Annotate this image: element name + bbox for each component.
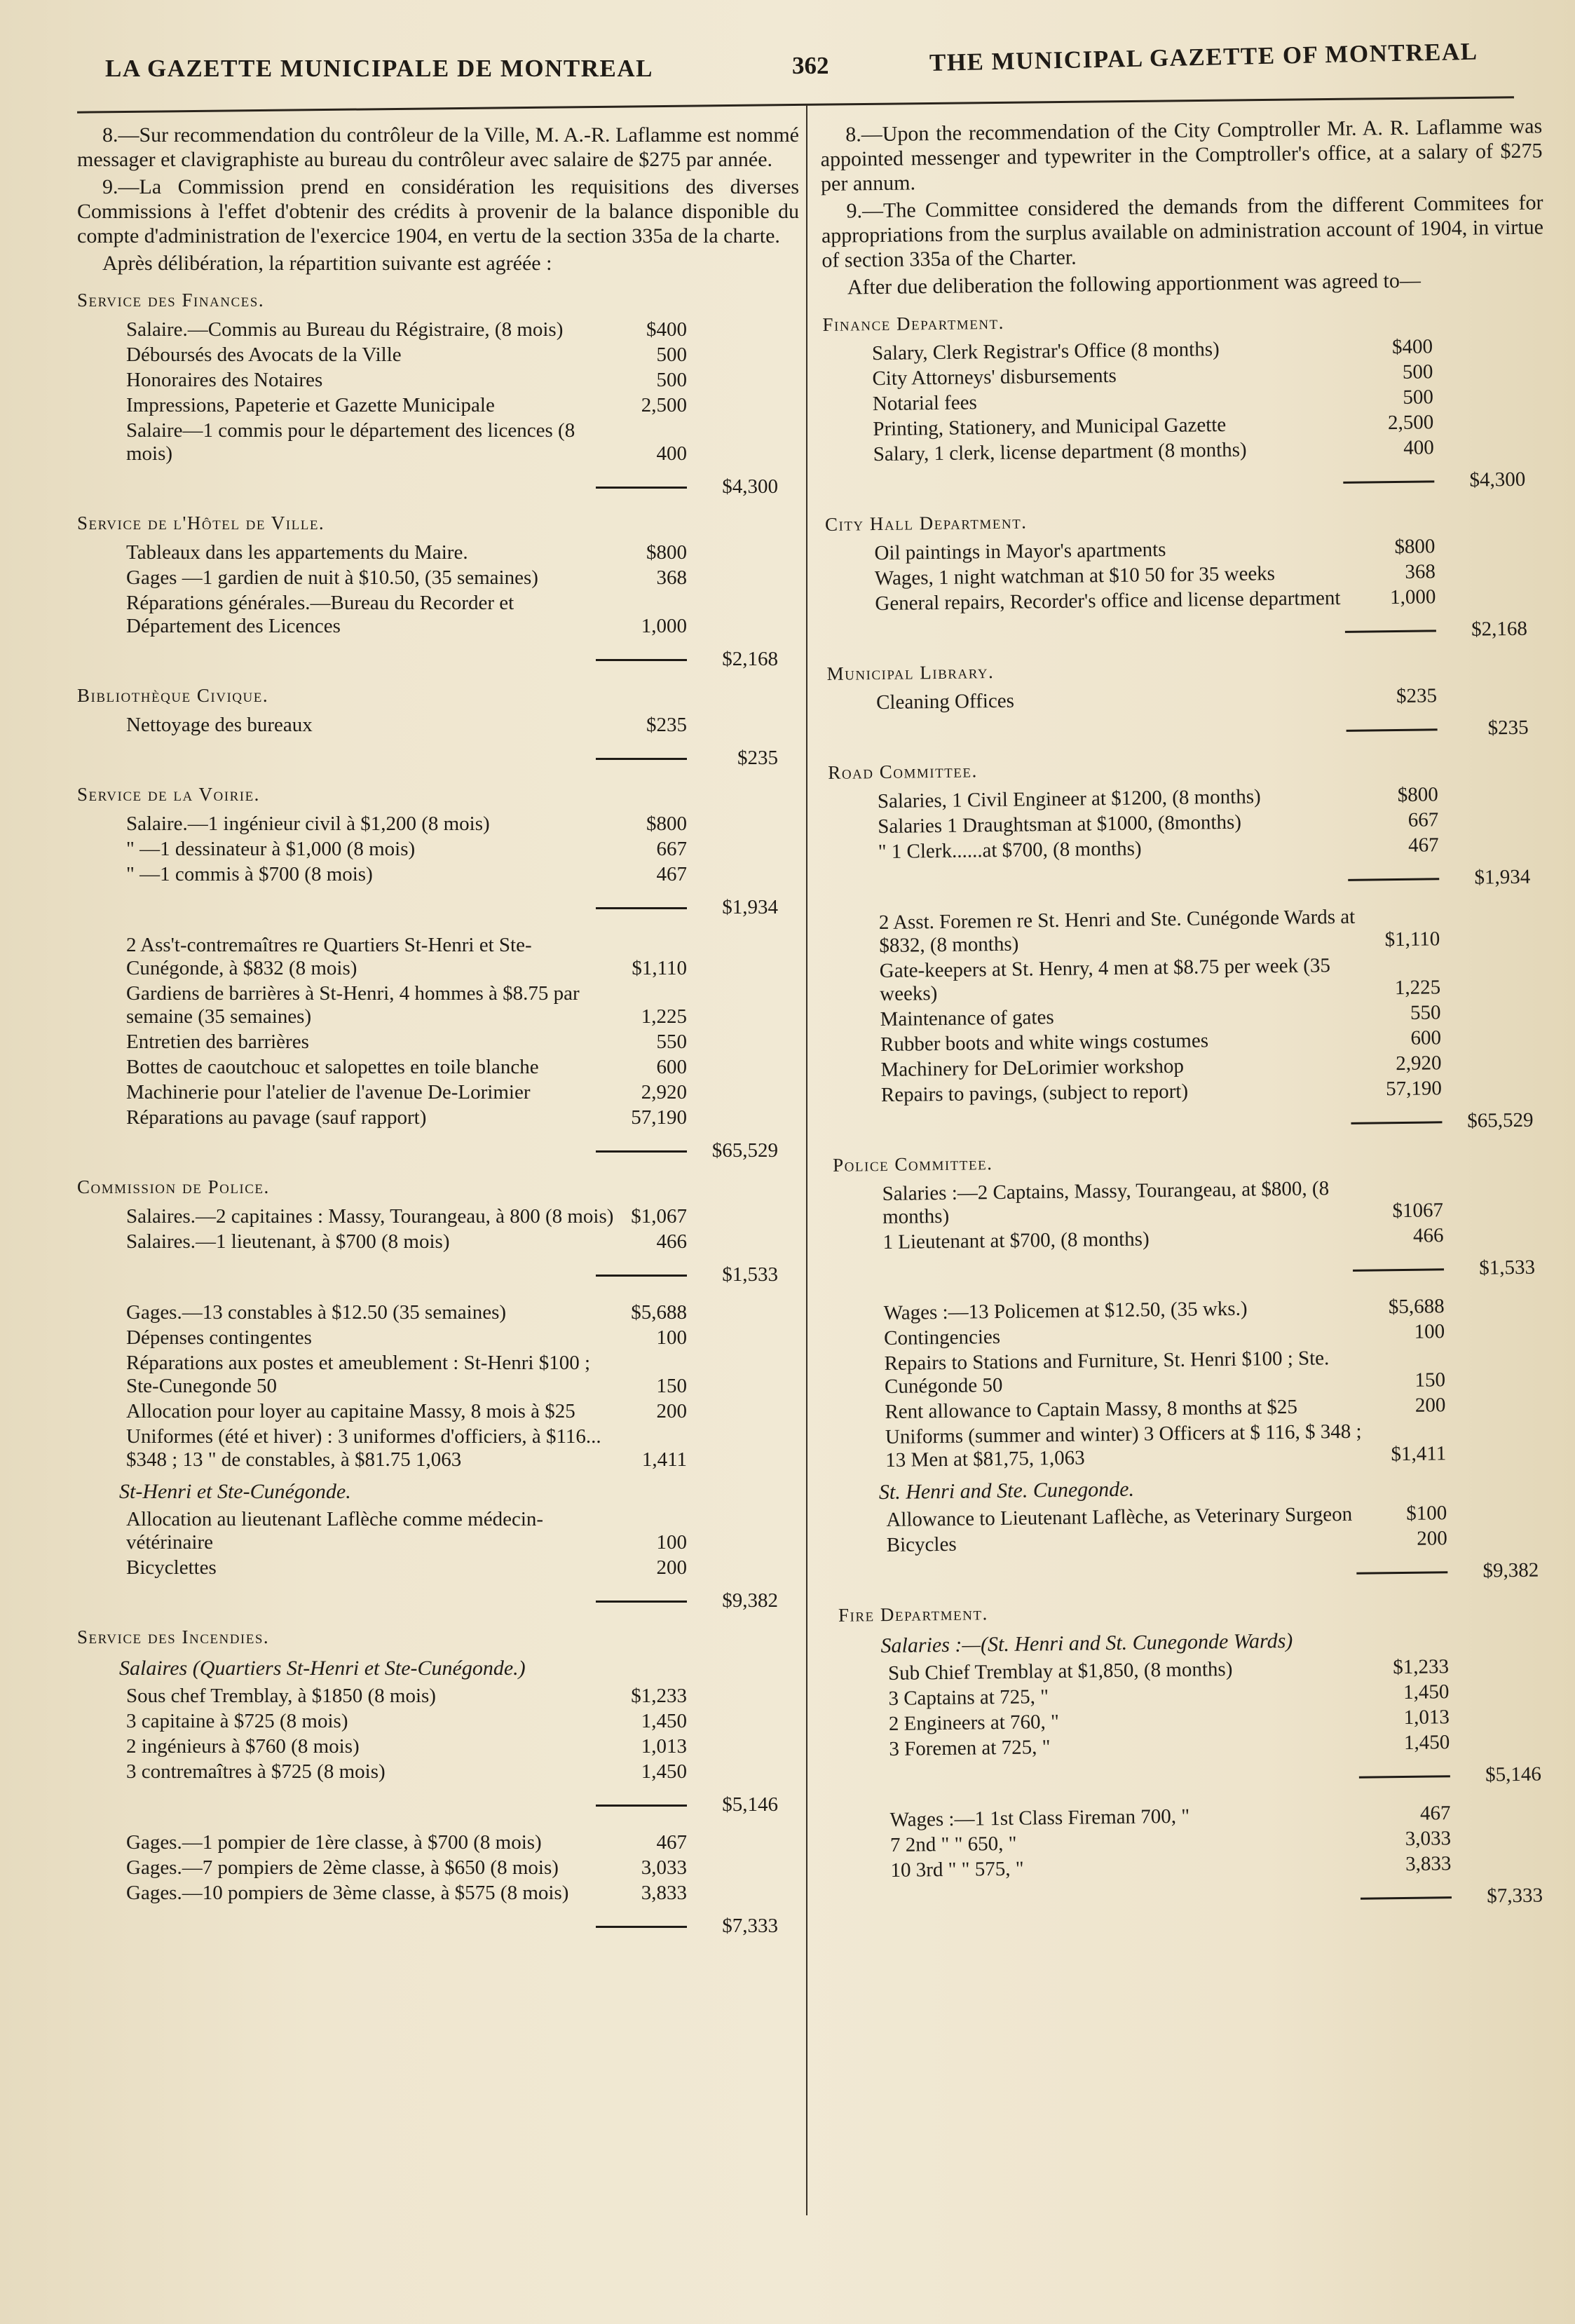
total-amount: $1,934 — [1474, 865, 1531, 889]
ledger-row — [77, 344, 799, 367]
item-amount: 200 — [1417, 1527, 1447, 1550]
item-description: Salaire—1 commis pour le département des licences (8 mois) — [126, 419, 575, 465]
total-underline — [596, 487, 687, 489]
item-amount: 2,920 — [1396, 1052, 1442, 1075]
section-title: Municipal Library. — [826, 661, 995, 684]
section-total — [77, 1907, 799, 1938]
total-underline — [596, 1601, 687, 1603]
total-amount: $235 — [737, 747, 778, 769]
total-underline — [596, 907, 687, 909]
paragraph-apportionment-intro: Après délibération, la répartition suivante est agréée : — [102, 252, 552, 275]
item-amount: $5,688 — [631, 1301, 687, 1324]
item-amount: 466 — [656, 1230, 687, 1253]
total-spacer — [838, 1584, 1357, 1591]
section-voirie — [77, 784, 799, 1162]
item-description: Salaries, 1 Civil Engineer at $1200, (8 months) — [877, 785, 1261, 813]
section-title: Finance Department. — [822, 311, 1005, 335]
ledger-row — [77, 1556, 799, 1579]
item-amount: $1,110 — [1384, 927, 1440, 951]
total-underline — [596, 758, 687, 760]
section-city-hall — [825, 505, 1548, 649]
ledger-row — [77, 1205, 799, 1228]
item-description: Gages.—7 pompiers de 2ème classe, à $650 (8 mois) — [126, 1856, 559, 1879]
item-description: Machinery for DeLorimier workshop — [880, 1054, 1185, 1082]
total-underline — [1356, 1571, 1447, 1575]
item-amount: 1,450 — [1403, 1680, 1450, 1704]
item-amount: $800 — [646, 813, 687, 835]
item-amount: 600 — [656, 1056, 687, 1078]
item-amount: 368 — [1405, 560, 1436, 583]
total-underline — [1351, 1121, 1442, 1124]
ledger-row — [77, 863, 799, 886]
ledger-row — [77, 394, 799, 417]
item-description: Salaries 1 Draughtsman at $1000, (8months) — [878, 810, 1242, 838]
item-amount: 1,450 — [641, 1760, 687, 1783]
ledger-row — [77, 813, 799, 836]
column-divider — [806, 105, 807, 2215]
section-fire — [838, 1596, 1564, 1916]
ledger-row — [77, 1301, 799, 1324]
total-spacer — [825, 494, 1344, 500]
section-title: Bibliothèque Civique. — [77, 685, 269, 706]
item-description: Gages —1 gardien de nuit à $10.50, (35 semaines) — [126, 566, 538, 589]
total-amount: $9,382 — [722, 1589, 778, 1612]
item-description: 2 ingénieurs à $760 (8 mois) — [126, 1735, 360, 1758]
total-amount: $1,934 — [722, 896, 778, 918]
section-subtitle: St. Henri and Ste. Cunegonde. — [878, 1477, 1135, 1504]
item-description: Salaire.—Commis au Bureau du Régistraire, (8 mois) — [126, 318, 564, 341]
french-column — [77, 123, 799, 1938]
item-description: Oil paintings in Mayor's apartments — [874, 538, 1166, 565]
total-underline — [1346, 728, 1438, 732]
item-amount: $1,233 — [631, 1685, 687, 1707]
total-amount: $4,300 — [722, 475, 778, 498]
total-underline — [596, 659, 687, 661]
item-description: City Attorneys' disbursements — [872, 364, 1117, 390]
ledger-row — [77, 1081, 799, 1104]
item-description: Wages :—13 Policemen at $12.50, (35 wks.) — [883, 1297, 1248, 1325]
ledger-row — [77, 419, 799, 466]
section-total — [842, 1876, 1564, 1916]
item-description: Wages, 1 night watchman at $10 50 for 35 weeks — [874, 562, 1276, 590]
section-total — [77, 640, 799, 671]
item-amount: 400 — [1403, 436, 1434, 459]
item-amount: 1,000 — [1389, 585, 1436, 609]
ledger-row — [77, 1106, 799, 1129]
total-amount: $2,168 — [1471, 617, 1528, 641]
item-amount: 2,920 — [641, 1081, 687, 1103]
item-description: Repairs to pavings, (subject to report) — [880, 1080, 1189, 1107]
item-description: Bicycles — [886, 1533, 957, 1556]
total-amount: $7,333 — [722, 1915, 778, 1937]
item-description: Allowance to Lieutenant Laflèche, as Veterinary Surgeon — [886, 1502, 1353, 1531]
item-description: Réparations aux postes et ameublement : St-Henri $100 ; Ste-Cunegonde 50 — [126, 1352, 591, 1397]
item-amount: 200 — [656, 1400, 687, 1422]
row-gap — [77, 1286, 799, 1299]
item-amount: 100 — [1414, 1320, 1445, 1343]
item-amount: 1,225 — [641, 1005, 687, 1028]
item-description: 10 3rd " " 575, " — [890, 1857, 1024, 1882]
item-amount: $5,688 — [1388, 1295, 1445, 1319]
total-amount: $7,333 — [1487, 1884, 1543, 1908]
section-police — [833, 1146, 1560, 1591]
section-total — [77, 888, 799, 919]
ledger-row — [77, 982, 799, 1028]
item-description: Allocation pour loyer au capitaine Massy, 8 mois à $25 — [126, 1400, 575, 1422]
item-amount: 467 — [656, 1831, 687, 1854]
item-description: 1 Lieutenant at $700, (8 months) — [882, 1228, 1150, 1254]
total-spacer — [842, 1910, 1361, 1916]
item-amount: 3,033 — [641, 1856, 687, 1879]
ledger-row — [77, 1856, 799, 1880]
item-description: 3 contremaîtres à $725 (8 mois) — [126, 1760, 386, 1783]
item-description: " 1 Clerk......at $700, (8 months) — [878, 837, 1142, 864]
item-description: Machinerie pour l'atelier de l'avenue De-Lorimier — [126, 1081, 531, 1103]
item-description: Gages.—13 constables à $12.50 (35 semaines) — [126, 1301, 507, 1324]
section-title: Fire Department. — [838, 1603, 988, 1626]
section-total — [827, 708, 1549, 748]
item-amount: 466 — [1412, 1224, 1444, 1247]
section-title: Service des Incendies. — [77, 1626, 270, 1647]
item-amount: $1,411 — [1391, 1442, 1447, 1466]
item-amount: 150 — [1414, 1368, 1446, 1392]
total-amount: $2,168 — [722, 648, 778, 670]
item-amount: 500 — [656, 369, 687, 391]
paragraph-apportionment-intro: After due deliberation the following apportionment was agreed to— — [847, 269, 1421, 299]
item-amount: 500 — [1403, 386, 1434, 409]
total-underline — [596, 1805, 687, 1807]
total-amount: $65,529 — [711, 1139, 778, 1162]
item-description: 3 Captains at 725, " — [888, 1685, 1049, 1710]
item-description: Rubber boots and white wings costumes — [880, 1029, 1209, 1056]
total-underline — [596, 1275, 687, 1277]
ledger-row — [77, 1831, 799, 1854]
item-amount: 467 — [656, 863, 687, 885]
ledger-row — [77, 1326, 799, 1350]
ledger-row — [833, 1174, 1555, 1230]
item-description: Dépenses contingentes — [126, 1326, 312, 1349]
total-underline — [1343, 480, 1434, 484]
total-amount: $9,382 — [1482, 1558, 1539, 1582]
item-amount: 467 — [1407, 834, 1439, 857]
section-hotel-de-ville — [77, 512, 799, 671]
item-description: Salary, 1 clerk, license department (8 months) — [873, 438, 1247, 466]
item-amount: 100 — [656, 1531, 687, 1554]
ledger-row — [831, 951, 1553, 1007]
item-amount: $1,067 — [631, 1205, 687, 1228]
item-description: Uniformes (été et hiver) : 3 uniformes d'officiers, à $116... $348 ; 13 " de constables, à $81.75 1,063 — [126, 1425, 601, 1471]
item-description: Déboursés des Avocats de la Ville — [126, 344, 402, 366]
item-description: Printing, Stationery, and Municipal Gazette — [873, 413, 1227, 441]
item-description: Entretien des barrières — [126, 1031, 309, 1053]
section-subtitle: St-Henri et Ste-Cunégonde. — [119, 1480, 351, 1503]
section-incendies — [77, 1626, 799, 1938]
item-description: Bicyclettes — [126, 1556, 217, 1579]
ledger-row — [77, 318, 799, 341]
paragraph-8: 8.—Upon the recommendation of the City Comptroller Mr. A. R. Laflamme was appointed messenger and typewriter in the Comptroller's office, at a salary of $275 per annum. — [820, 114, 1543, 196]
item-amount: 667 — [1407, 808, 1439, 831]
total-amount: $5,146 — [1485, 1762, 1542, 1786]
english-column — [820, 114, 1564, 1915]
total-amount: $65,529 — [1467, 1108, 1534, 1132]
item-description: Maintenance of gates — [880, 1006, 1054, 1031]
ledger-row — [830, 903, 1553, 958]
item-amount: $100 — [1406, 1502, 1447, 1525]
section-title: Service de l'Hôtel de Ville. — [77, 512, 325, 534]
item-amount: 2,500 — [1387, 411, 1434, 435]
item-amount: 3,833 — [641, 1882, 687, 1904]
ledger-row — [77, 1352, 799, 1398]
item-amount: 400 — [656, 442, 687, 465]
item-description: Cleaning Offices — [875, 689, 1015, 714]
item-description: Bottes de caoutchouc et salopettes en toile blanche — [126, 1056, 539, 1078]
item-amount: 150 — [656, 1375, 687, 1397]
section-total — [838, 1551, 1560, 1591]
item-amount: $800 — [1394, 535, 1436, 559]
item-description: Nettoyage des bureaux — [126, 714, 313, 736]
item-amount: 667 — [656, 838, 687, 860]
total-spacer — [826, 643, 1345, 649]
section-title: Road Committee. — [828, 760, 978, 783]
item-description: Allocation au lieutenant Laflèche comme médecin-vétérinaire — [126, 1508, 544, 1554]
item-description: Salary, Clerk Registrar's Office (8 months) — [871, 338, 1220, 365]
item-description: Réparations générales.—Bureau du Recorder et Département des Licences — [126, 592, 514, 637]
ledger-row — [77, 541, 799, 564]
ledger-row — [77, 1230, 799, 1253]
item-amount: $800 — [646, 541, 687, 564]
section-total — [77, 1582, 799, 1612]
item-amount: 57,190 — [1385, 1077, 1443, 1101]
item-description: 2 Ass't-contremaîtres re Quartiers St-Henri et Ste-Cunégonde, à $832 (8 mois) — [126, 934, 532, 979]
item-description: Notarial fees — [872, 391, 978, 416]
item-description: Repairs to Stations and Furniture, St. Henri $100 ; Ste. Cunégonde 50 — [884, 1347, 1330, 1399]
item-amount: $235 — [1396, 684, 1438, 708]
item-description: " —1 commis à $700 (8 mois) — [126, 863, 373, 885]
item-description: General repairs, Recorder's office and license department — [875, 586, 1341, 616]
item-description: Wages :—1 1st Class Fireman 700, " — [889, 1805, 1190, 1831]
item-amount: $400 — [1391, 335, 1433, 359]
item-amount: 368 — [656, 566, 687, 589]
item-amount: $235 — [646, 714, 687, 736]
item-amount: 500 — [656, 344, 687, 366]
item-description: Salaires.—1 lieutenant, à $700 (8 mois) — [126, 1230, 450, 1253]
item-description: Uniforms (summer and winter) 3 Officers at $ 116, $ 348 ; 13 Men at $81,75, 1,063 — [885, 1420, 1362, 1472]
total-spacer — [833, 1134, 1351, 1141]
item-amount: 1,450 — [641, 1710, 687, 1732]
ledger-row — [835, 1344, 1557, 1399]
item-amount: 2,500 — [641, 394, 687, 416]
section-total — [77, 739, 799, 770]
section-title: City Hall Department. — [824, 511, 1028, 535]
item-description: 7 2nd " " 650, " — [889, 1832, 1017, 1856]
section-police — [77, 1176, 799, 1612]
ledger-row — [77, 566, 799, 590]
item-amount: 1,411 — [641, 1448, 687, 1471]
item-amount: 550 — [1410, 1001, 1441, 1024]
item-description: Honoraires des Notaires — [126, 369, 323, 391]
total-underline — [1353, 1268, 1444, 1272]
item-description: Contingencies — [883, 1325, 1001, 1350]
ledger-row — [77, 1882, 799, 1905]
item-description: Sous chef Tremblay, à $1850 (8 mois) — [126, 1685, 436, 1707]
ledger-row — [77, 1685, 799, 1708]
item-amount: $800 — [1397, 783, 1438, 807]
item-amount: 550 — [656, 1031, 687, 1053]
section-total — [77, 1256, 799, 1286]
item-amount: 600 — [1410, 1026, 1442, 1049]
section-finances — [77, 290, 799, 498]
item-amount: 200 — [656, 1556, 687, 1579]
item-description: Gardiens de barrières à St-Henri, 4 hommes à $8.75 par semaine (35 semaines) — [126, 982, 580, 1028]
item-description: Sub Chief Tremblay at $1,850, (8 months) — [887, 1657, 1233, 1685]
section-finance — [822, 305, 1546, 500]
item-amount: $1067 — [1392, 1199, 1444, 1223]
item-description: Gages.—10 pompiers de 3ème classe, à $575 (8 mois) — [126, 1882, 569, 1904]
item-description: Gate-keepers at St. Henry, 4 men at $8.75 per week (35 weeks) — [879, 954, 1331, 1006]
section-subtitle: Salaires (Quartiers St-Henri et Ste-Cunégonde.) — [119, 1657, 526, 1680]
ledger-row — [77, 1760, 799, 1783]
section-library — [826, 654, 1549, 748]
section-title: Police Committee. — [832, 1153, 993, 1176]
section-bibliotheque — [77, 685, 799, 770]
item-description: Réparations au pavage (sauf rapport) — [126, 1106, 427, 1129]
item-description: Salaires.—2 capitaines : Massy, Tourangeau, à 800 (8 mois) — [126, 1205, 614, 1228]
paragraph-8: 8.—Sur recommendation du contrôleur de la Ville, M. A.-R. Laflamme est nommé messager et clavigraphiste au bureau du contrôleur avec salaire de $275 par année. — [77, 123, 799, 171]
ledger-row — [77, 1425, 799, 1472]
page-number: 362 — [792, 52, 829, 79]
item-description: Gages.—1 pompier de 1ère classe, à $700 (8 mois) — [126, 1831, 542, 1854]
total-underline — [596, 1150, 687, 1153]
item-amount: 1,000 — [641, 615, 687, 637]
total-spacer — [828, 742, 1346, 748]
page-header — [0, 37, 1575, 94]
paragraph-9: 9.—The Committee considered the demands from the different Commitees for appropriations from the surplus available on administration account of 1904, in virtue of section 335a of the Charter. — [821, 191, 1544, 272]
item-description: Salaries :—2 Captains, Massy, Tourangeau, at $800, (8 months) — [882, 1177, 1330, 1229]
total-amount: $235 — [1487, 716, 1529, 740]
item-description: " —1 dessinateur à $1,000 (8 mois) — [126, 838, 416, 860]
section-total — [826, 609, 1548, 649]
ledger-row — [77, 1710, 799, 1733]
ledger-row — [77, 838, 799, 861]
item-amount: 200 — [1414, 1394, 1446, 1417]
header-french-title: LA GAZETTE MUNICIPALE DE MONTREAL — [105, 55, 654, 82]
ledger-row — [77, 1735, 799, 1758]
item-amount: 100 — [656, 1326, 687, 1349]
ledger-row — [77, 1400, 799, 1423]
item-amount: $400 — [646, 318, 687, 341]
item-amount: 1,450 — [1403, 1731, 1450, 1754]
total-underline — [1361, 1896, 1452, 1900]
section-title: Service de la Voirie. — [77, 784, 260, 805]
total-underline — [1345, 630, 1436, 633]
item-amount: 1,013 — [641, 1735, 687, 1758]
total-underline — [596, 1926, 687, 1928]
item-description: 3 Foremen at 725, " — [889, 1736, 1051, 1760]
row-gap — [77, 1816, 799, 1829]
ledger-row — [77, 934, 799, 980]
ledger-row — [77, 1056, 799, 1079]
total-amount: $5,146 — [722, 1793, 778, 1816]
item-description: Impressions, Papeterie et Gazette Municipale — [126, 394, 495, 416]
ledger-row — [77, 1508, 799, 1554]
ledger-row — [77, 1031, 799, 1054]
section-total — [77, 1786, 799, 1816]
section-title: Service des Finances. — [77, 290, 265, 311]
section-total — [77, 1132, 799, 1162]
item-amount: $1,233 — [1393, 1655, 1450, 1679]
item-amount: 3,833 — [1405, 1852, 1452, 1875]
item-description: 2 Asst. Foremen re St. Henri and Ste. Cunégonde Wards at $832, (8 months) — [878, 905, 1356, 958]
section-title: Commission de Police. — [77, 1176, 270, 1197]
item-amount: 467 — [1419, 1802, 1451, 1825]
section-total — [824, 460, 1546, 500]
ledger-row — [836, 1418, 1559, 1473]
ledger-row — [77, 592, 799, 638]
item-amount: 1,225 — [1394, 976, 1441, 1000]
item-amount: 57,190 — [631, 1106, 687, 1129]
item-description: 3 capitaine à $725 (8 mois) — [126, 1710, 348, 1732]
ledger-row — [77, 369, 799, 392]
item-description: Tableaux dans les appartements du Maire. — [126, 541, 468, 564]
total-underline — [1348, 878, 1439, 881]
total-amount: $1,533 — [722, 1263, 778, 1286]
total-amount: $1,533 — [1479, 1256, 1536, 1279]
ledger-row — [77, 714, 799, 737]
item-amount: 3,033 — [1405, 1827, 1452, 1850]
item-description: Rent allowance to Captain Massy, 8 months at $25 — [885, 1395, 1298, 1424]
total-amount: $4,300 — [1469, 468, 1526, 491]
section-subtitle: Salaries :—(St. Henri and St. Cunegonde Wards) — [880, 1629, 1293, 1658]
paragraph-9: 9.—La Commission prend en considération les requisitions des diverses Commissions à l'effet d'obtenir des crédits à provenir de la balance disponible du compte d'administration de l'exercice 1904, en vertu de la section 335a de la charte. — [77, 175, 799, 247]
section-total — [832, 1101, 1554, 1141]
section-total — [77, 468, 799, 498]
row-gap — [77, 919, 799, 932]
item-description: 2 Engineers at 760, " — [888, 1711, 1060, 1735]
item-amount: $1,110 — [632, 957, 687, 979]
header-english-title: THE MUNICIPAL GAZETTE OF MONTREAL — [929, 37, 1478, 76]
item-description: Salaire.—1 ingénieur civil à $1,200 (8 mois) — [126, 813, 490, 835]
section-road — [828, 753, 1555, 1141]
item-amount: 500 — [1402, 360, 1433, 383]
header-rule — [77, 96, 1514, 113]
total-underline — [1359, 1775, 1450, 1779]
item-amount: 1,013 — [1403, 1706, 1450, 1729]
